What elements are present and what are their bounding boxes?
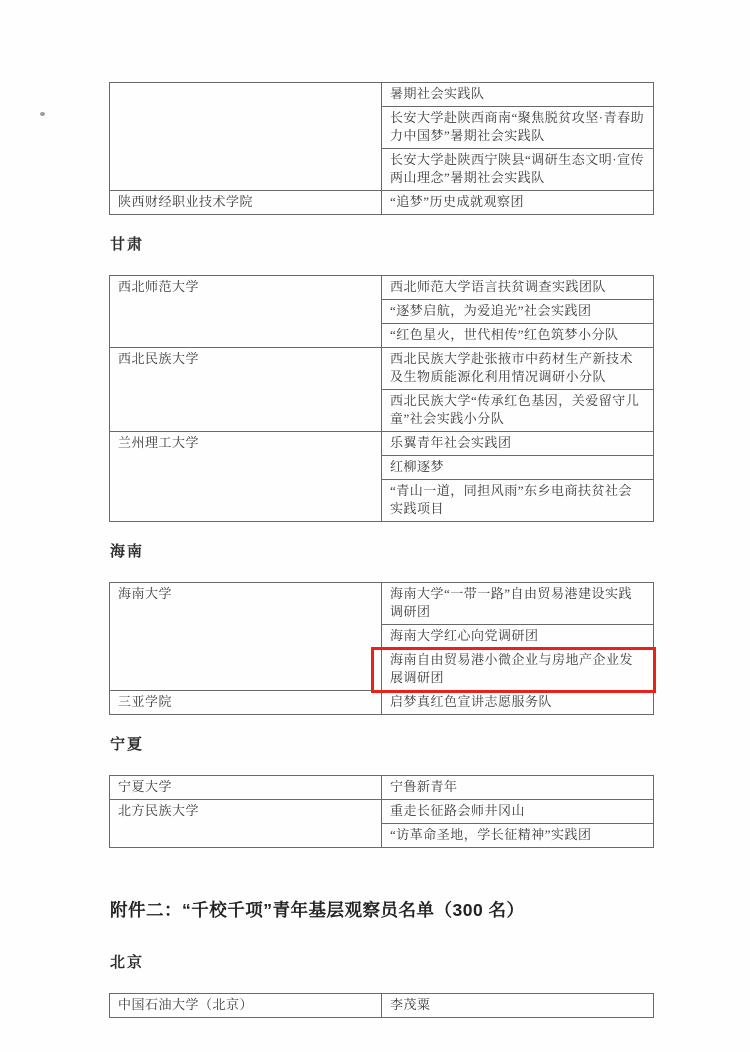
table-row bbox=[110, 348, 654, 390]
team-cell: 启梦真红色宣讲志愿服务队 bbox=[382, 691, 654, 715]
university-cell: 海南大学 bbox=[110, 583, 382, 691]
document-content bbox=[109, 82, 654, 1018]
team-cell: 宁鲁新青年 bbox=[382, 776, 654, 800]
table-beijing bbox=[109, 993, 654, 1018]
section-heading-beijing: 北京 bbox=[110, 954, 145, 971]
team-cell: 西北民族大学“传承红色基因，关爱留守儿童”社会实践小分队 bbox=[382, 390, 654, 432]
table-row bbox=[110, 583, 654, 625]
university-cell: 兰州理工大学 bbox=[110, 432, 382, 522]
team-cell: 西北民族大学赴张掖市中药材生产新技术及生物质能源化利用情况调研小分队 bbox=[382, 348, 654, 390]
university-cell: 北方民族大学 bbox=[110, 800, 382, 848]
table-row bbox=[110, 191, 654, 215]
attachment2-heading: 附件二：“千校千项”青年基层观察员名单（300 名） bbox=[110, 900, 525, 920]
table-shaanxi-continued bbox=[109, 82, 654, 215]
team-cell: 海南大学红心向党调研团 bbox=[382, 625, 654, 649]
team-cell: 西北师范大学语言扶贫调查实践团队 bbox=[382, 276, 654, 300]
table-row bbox=[110, 432, 654, 456]
scan-speck bbox=[40, 112, 45, 116]
team-cell: 暑期社会实践队 bbox=[382, 83, 654, 107]
team-cell: 红柳逐梦 bbox=[382, 456, 654, 480]
team-cell: 重走长征路会师井冈山 bbox=[382, 800, 654, 824]
table-row bbox=[110, 83, 654, 107]
team-cell: “青山一道，同担风雨”东乡电商扶贫社会实践项目 bbox=[382, 480, 654, 522]
team-label: 海南自由贸易港小微企业与房地产企业发展调研团 bbox=[390, 652, 634, 685]
university-cell: 三亚学院 bbox=[110, 691, 382, 715]
observer-name-cell: 李茂粟 bbox=[382, 994, 654, 1018]
team-cell: “访革命圣地，学长征精神”实践团 bbox=[382, 824, 654, 848]
section-heading-hainan: 海南 bbox=[110, 543, 145, 560]
team-cell-highlighted bbox=[382, 649, 654, 691]
university-cell: 西北民族大学 bbox=[110, 348, 382, 432]
university-cell: 宁夏大学 bbox=[110, 776, 382, 800]
table-gansu bbox=[109, 275, 654, 522]
section-heading-gansu: 甘肃 bbox=[110, 236, 145, 253]
team-cell: 长安大学赴陕西商南“聚焦脱贫攻坚·青春助力中国梦”暑期社会实践队 bbox=[382, 107, 654, 149]
team-cell: 长安大学赴陕西宁陕县“调研生态文明·宣传两山理念”暑期社会实践队 bbox=[382, 149, 654, 191]
university-cell: 陕西财经职业技术学院 bbox=[110, 191, 382, 215]
table-row bbox=[110, 800, 654, 824]
university-cell: 中国石油大学（北京） bbox=[110, 994, 382, 1018]
team-cell: 海南大学“一带一路”自由贸易港建设实践调研团 bbox=[382, 583, 654, 625]
section-heading-ningxia: 宁夏 bbox=[110, 736, 145, 753]
team-cell: “追梦”历史成就观察团 bbox=[382, 191, 654, 215]
table-ningxia bbox=[109, 775, 654, 848]
table-row bbox=[110, 776, 654, 800]
team-cell: “红色星火，世代相传”红色筑梦小分队 bbox=[382, 324, 654, 348]
university-cell: 西北师范大学 bbox=[110, 276, 382, 348]
table-row bbox=[110, 691, 654, 715]
team-cell: 乐翼青年社会实践团 bbox=[382, 432, 654, 456]
team-cell: “逐梦启航，为爱追光”社会实践团 bbox=[382, 300, 654, 324]
table-hainan bbox=[109, 582, 654, 715]
table-row bbox=[110, 994, 654, 1018]
table-row bbox=[110, 276, 654, 300]
university-cell bbox=[110, 83, 382, 191]
